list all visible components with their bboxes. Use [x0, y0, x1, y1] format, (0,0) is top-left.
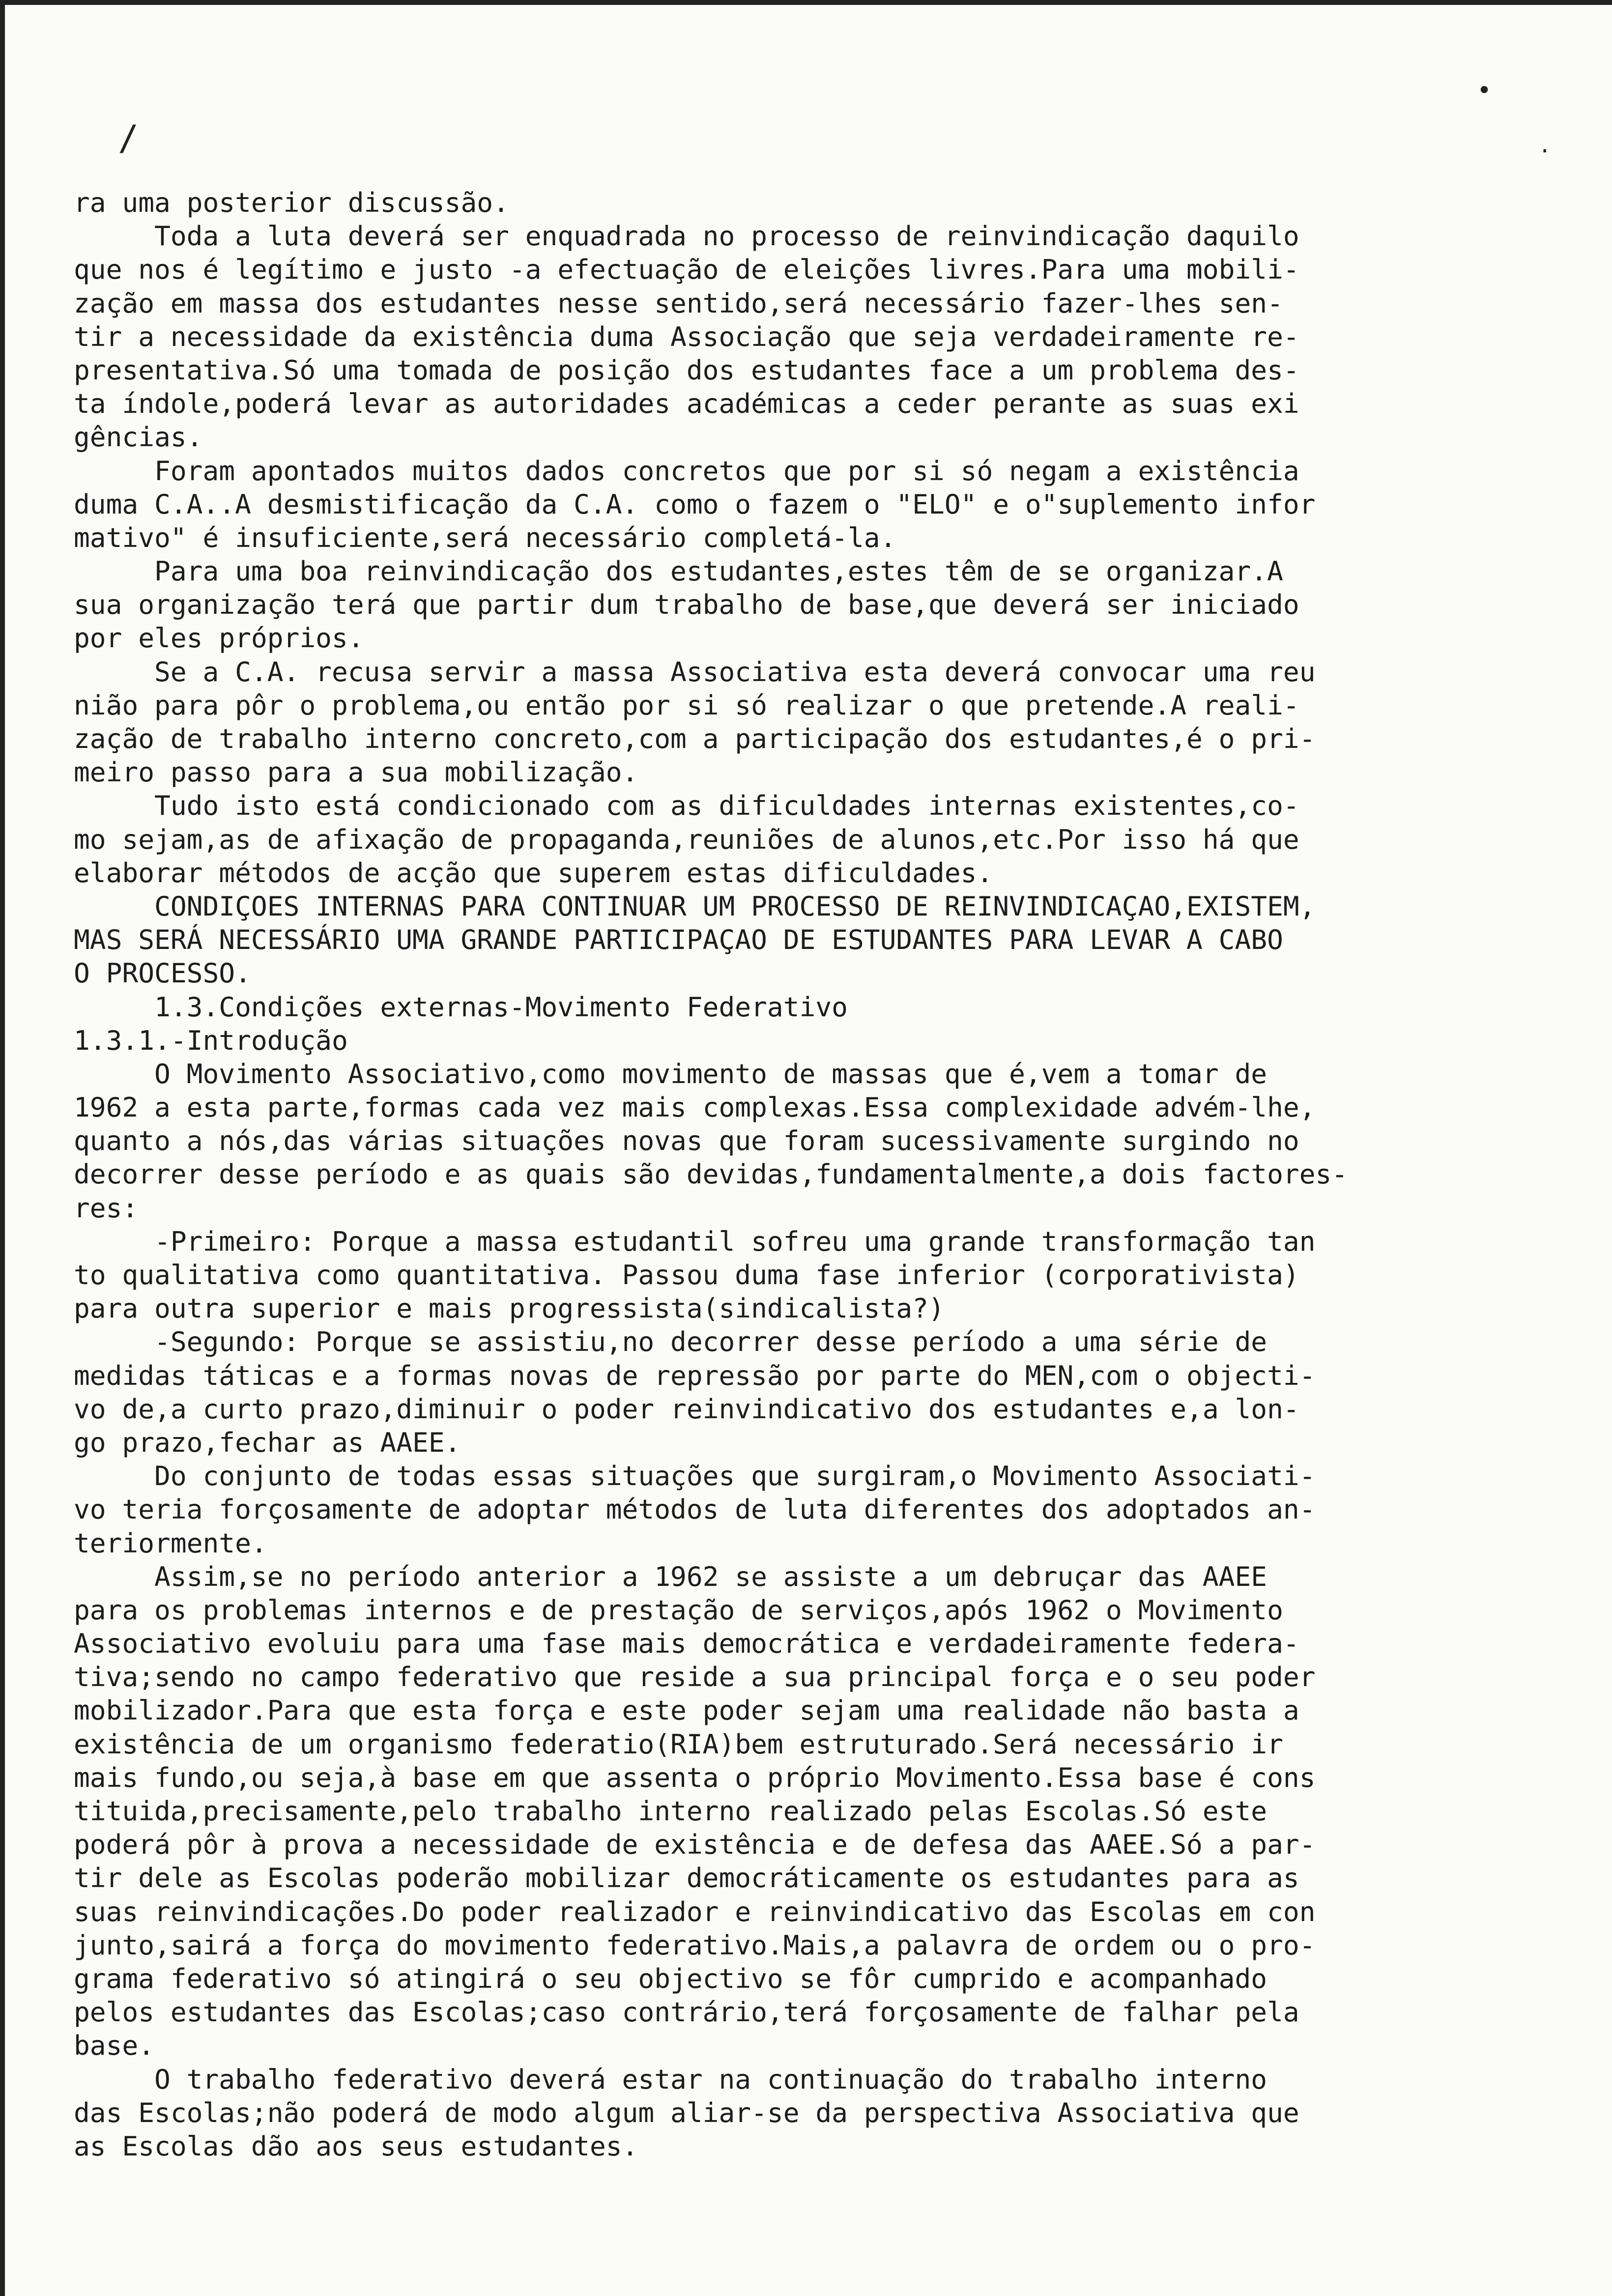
text-line: poderá pôr à prova a necessidade de existência e de defesa das AAEE.Só a par-: [74, 1829, 1316, 1861]
text-line: mo sejam,as de afixação de propaganda,reuniões de alunos,etc.Por isso há que: [74, 823, 1299, 855]
text-line: O Movimento Associativo,como movimento de massas que é,vem a tomar de: [74, 1058, 1267, 1090]
text-line: res:: [74, 1192, 139, 1224]
text-line: Assim,se no período anterior a 1962 se assiste a um debruçar das AAEE: [74, 1560, 1267, 1592]
text-line: existência de um organismo federatio(RIA)bem estruturado.Será necessário ir: [74, 1728, 1283, 1760]
text-line: medidas táticas e a formas novas de repressão por parte do MEN,com o objecti-: [74, 1359, 1316, 1391]
text-line: elaborar métodos de acção que superem estas dificuldades.: [74, 857, 993, 889]
text-line: Associativo evoluiu para uma fase mais democrática e verdadeiramente federa-: [74, 1628, 1299, 1660]
text-line: CONDIÇOES INTERNAS PARA CONTINUAR UM PROCESSO DE REINVINDICAÇAO,EXISTEM,: [74, 890, 1316, 922]
text-line: 1.3.1.-Introdução: [74, 1024, 348, 1056]
text-line: sua organização terá que partir dum trabalho de base,que deverá ser iniciado: [74, 589, 1299, 621]
text-line: as Escolas dão aos seus estudantes.: [74, 2130, 638, 2162]
text-line: tir dele as Escolas poderão mobilizar democráticamente os estudantes para as: [74, 1862, 1299, 1894]
text-line: mativo" é insuficiente,será necessário completá-la.: [74, 521, 896, 553]
text-line: Toda a luta deverá ser enquadrada no processo de reinvindicação daquilo: [74, 220, 1299, 252]
text-line: base.: [74, 2030, 155, 2062]
text-line: MAS SERÁ NECESSÁRIO UMA GRANDE PARTICIPAÇAO DE ESTUDANTES PARA LEVAR A CABO: [74, 924, 1283, 956]
text-line: gências.: [74, 421, 203, 453]
text-line: mais fundo,ou seja,à base em que assenta o próprio Movimento.Essa base é cons: [74, 1761, 1316, 1793]
text-line: to qualitativa como quantitativa. Passou duma fase inferior (corporativista): [74, 1259, 1299, 1291]
text-line: mobilizador.Para que esta força e este poder sejam uma realidade não basta a: [74, 1694, 1299, 1726]
text-line: para outra superior e mais progressista(sindicalista?): [74, 1292, 945, 1324]
text-line: zação em massa dos estudantes nesse sentido,será necessário fazer-lhes sen-: [74, 287, 1283, 319]
text-line: 1.3.Condições externas-Movimento Federativo: [74, 991, 848, 1023]
text-line: para os problemas internos e de prestação de serviços,após 1962 o Movimento: [74, 1594, 1283, 1626]
page-left-edge: [0, 0, 5, 2296]
text-line: vo teria forçosamente de adoptar métodos de luta diferentes dos adoptados an-: [74, 1493, 1316, 1525]
text-line: junto,sairá a força do movimento federativo.Mais,a palavra de ordem ou o pro-: [74, 1929, 1316, 1961]
text-line: presentativa.Só uma tomada de posição dos estudantes face a um problema des-: [74, 354, 1299, 386]
text-line: Do conjunto de todas essas situações que surgiram,o Movimento Associati-: [74, 1460, 1316, 1492]
text-line: tir a necessidade da existência duma Associação que seja verdadeiramente re-: [74, 320, 1299, 352]
text-line: duma C.A..A desmistificação da C.A. como o fazem o "ELO" e o"suplemento infor: [74, 488, 1316, 520]
text-line: por eles próprios.: [74, 622, 364, 654]
text-line: que nos é legítimo e justo -a efectuação de eleições livres.Para uma mobili-: [74, 254, 1299, 286]
text-line: ta índole,poderá levar as autoridades académicas a ceder perante as suas exi: [74, 388, 1299, 420]
text-line: teriormente.: [74, 1527, 267, 1559]
text-line: ra uma posterior discussão.: [74, 187, 509, 218]
margin-dot-mark: .: [1538, 133, 1552, 158]
margin-dot-mark: •: [1477, 76, 1492, 105]
text-line: O trabalho federativo deverá estar na continuação do trabalho interno: [74, 2063, 1267, 2095]
text-line: quanto a nós,das várias situações novas que foram sucessivamente surgindo no: [74, 1125, 1299, 1157]
text-line: -Primeiro: Porque a massa estudantil sofreu uma grande transformação tan: [74, 1225, 1316, 1257]
text-line: zação de trabalho interno concreto,com a participação dos estudantes,é o pri-: [74, 723, 1316, 754]
text-line: 1962 a esta parte,formas cada vez mais complexas.Essa complexidade advém-lhe,: [74, 1091, 1316, 1123]
text-line: tituida,precisamente,pelo trabalho interno realizado pelas Escolas.Só este: [74, 1795, 1267, 1827]
text-line: nião para pôr o problema,ou então por si só realizar o que pretende.A reali-: [74, 689, 1299, 721]
text-line: pelos estudantes das Escolas;caso contrário,terá forçosamente de falhar pela: [74, 1996, 1299, 2028]
text-line: vo de,a curto prazo,diminuir o poder reinvindicativo dos estudantes e,a lon-: [74, 1393, 1299, 1425]
typed-document-body: [74, 186, 1573, 2163]
text-line: O PROCESSO.: [74, 957, 251, 989]
text-line: meiro passo para a sua mobilização.: [74, 756, 638, 788]
text-line: decorrer desse período e as quais são devidas,fundamentalmente,a dois factores-: [74, 1158, 1348, 1190]
text-line: Foram apontados muitos dados concretos que por si só negam a existência: [74, 455, 1299, 487]
text-line: das Escolas;não poderá de modo algum aliar-se da perspectiva Associativa que: [74, 2096, 1299, 2128]
text-line: suas reinvindicações.Do poder realizador e reinvindicativo das Escolas em con: [74, 1895, 1316, 1927]
text-line: grama federativo só atingirá o seu objectivo se fôr cumprido e acompanhado: [74, 1962, 1267, 1994]
text-line: Tudo isto está condicionado com as dificuldades internas existentes,co-: [74, 790, 1299, 822]
text-line: Se a C.A. recusa servir a massa Associativa esta deverá convocar uma reu: [74, 656, 1316, 688]
pen-tick-mark: /: [118, 118, 139, 158]
text-line: Para uma boa reinvindicação dos estudantes,estes têm de se organizar.A: [74, 555, 1283, 587]
text-line: tiva;sendo no campo federativo que reside a sua principal força e o seu poder: [74, 1661, 1316, 1693]
page-top-edge: [0, 0, 1612, 5]
text-line: go prazo,fechar as AAEE.: [74, 1426, 461, 1458]
text-line: -Segundo: Porque se assistiu,no decorrer desse período a uma série de: [74, 1326, 1267, 1358]
